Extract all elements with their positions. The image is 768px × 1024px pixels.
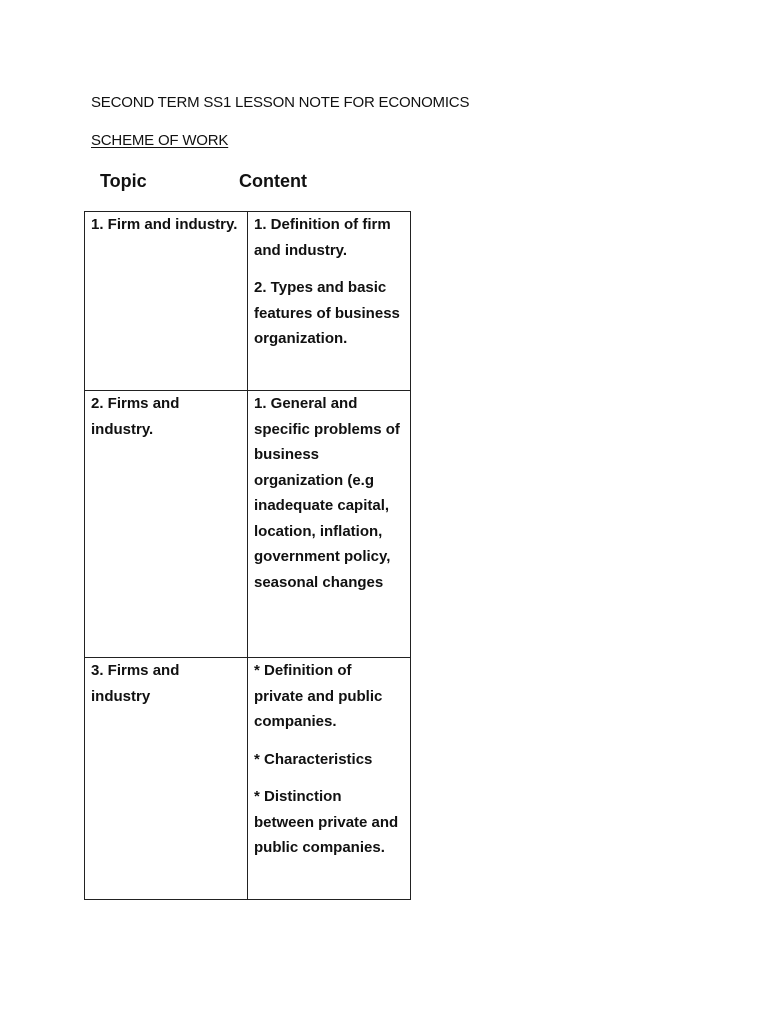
topic-text: 1. Firm and industry. [91, 216, 238, 233]
document-title: SECOND TERM SS1 LESSON NOTE FOR ECONOMICS [91, 94, 470, 111]
content-text: 1. General and specific problems of business organization (e.g inadequate capital, location, inflation, government policy, seasonal changes [254, 395, 400, 591]
content-cell [248, 212, 411, 391]
content-cell [248, 658, 411, 900]
topic-text: 2. Firms and industry. [91, 395, 180, 438]
topic-cell [85, 212, 248, 391]
content-text: * Definition of private and public companies. [254, 662, 383, 730]
table-row [85, 391, 411, 658]
content-column-heading: Content [239, 171, 307, 191]
topic-cell [85, 658, 248, 900]
content-text: 1. Definition of firm and industry. [254, 216, 391, 259]
content-cell [248, 391, 411, 658]
topic-cell [85, 391, 248, 658]
content-text: * Characteristics [254, 750, 373, 768]
scheme-of-work-table [84, 211, 411, 900]
table-row [85, 212, 411, 391]
topic-column-heading: Topic [100, 171, 147, 191]
table-row [85, 658, 411, 900]
content-text: * Distinction between private and public companies. [254, 788, 399, 856]
document-subtitle: SCHEME OF WORK [91, 132, 229, 149]
topic-text: 3. Firms and industry [91, 662, 180, 705]
content-text: 2. Types and basic features of business organization. [254, 279, 400, 347]
